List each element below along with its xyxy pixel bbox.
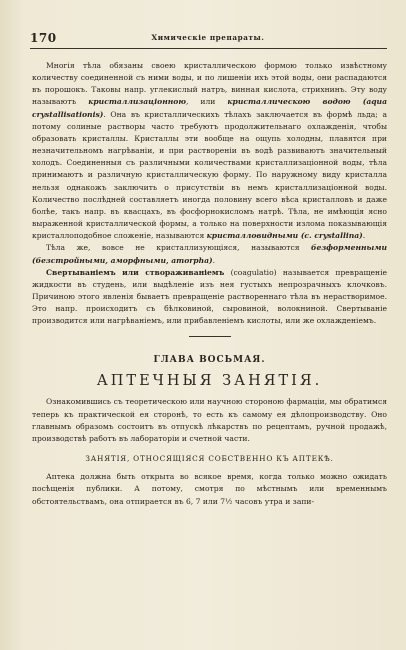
running-title: Химическіе препараты. — [151, 33, 265, 42]
paragraph-crystallization-water: Многія тѣла обязаны своею кристаллическою формою только извѣстному количеству соединенной съ ними воды, и по лишеніи ихъ этой воды, они распадаются въ порошокъ. Таковы напр. углекислый натръ, винная кислота, стрихнинъ. Эту воду называютъ кристаллизаціонною, или кристаллическою водою (aqua crystallisationis). Она въ кристаллическихъ тѣлахъ заключается въ формѣ льда; а потому солиные растворы часто требуютъ продолжительнаго охлажденія, чтобы образовать кристаллы. Кристаллы эти вообще на ощупь холодны, плавятся при незначительномъ нагрѣваніи, и при растворенiи въ водѣ развиваютъ значительный холодъ. Соединенныя съ различными количествами кристаллизаціонной воды, тѣла принимаютъ и различную кристаллическую форму. По наружному виду кристалла нельзя однакожъ заключить о присутствіи въ немъ кристаллизаціонной воды. Количество послѣдней составляетъ иногда половину всего вѣса кристалловъ и даже болѣе, такъ напр. въ квасцахъ, въ фосфорнокисломъ натрѣ. Тѣла, не имѣющія ясно выраженной кристаллической формы, а только на поверхности излома показывающія кристаллоподобное сложеніе, называются кристалловидными (c. crystallina). — [32, 61, 387, 241]
chapter-title: АПТЕЧНЫЯ ЗАНЯТІЯ. — [96, 373, 323, 390]
header-rule — [30, 48, 387, 49]
term-amorphous: безформенными (безстройными, аморфными, amorpha) — [32, 243, 387, 265]
chapter-separator — [189, 336, 231, 337]
term-crystallization: кристаллизаціонною — [88, 97, 186, 107]
chapter-number: ГЛАВА ВОСЬМАЯ. — [153, 355, 266, 366]
section-text: Аптека должна быть открыта во всякое время, когда только можно ожидать посѣщенія публики. А потому, смотря по мѣстнымъ или временнымъ обстоятельствамъ, она отпирается въ 6, 7 или 7½ часовъ утра и запи- — [32, 472, 387, 506]
term-coagulation: Свертываніемъ или створаживаніемъ — [46, 267, 225, 277]
chapter-intro: Ознакомившись съ теоретическою или научною стороною фармаціи, мы обратимся теперь къ практической ея сторонѣ, то есть къ самому ея дѣлопроизводству. Оно главнымъ образомъ состоитъ въ отпускѣ лѣкарствъ по рецептамъ, ручной продажѣ, производствѣ работъ въ лабораторіи и счетной части. — [32, 397, 387, 443]
page-number: 170 — [30, 31, 57, 45]
paragraph-coagulation: Свертываніемъ или створаживаніемъ (coagulatio) называется превращеніе жидкости въ студень, или выдѣленіе изъ нея густыхъ непрозрачныхъ клочковъ. Причиною этого явленія бываетъ превращеніе растворeннаго тѣла въ нерастворимое. Это напр. происходитъ съ бѣлковиной, сыровиной, волокниной. Свертываніе производится или нагрѣваніемъ, или прибавленіемъ кислоты, или же охлажденіемъ. — [32, 267, 388, 326]
term-crystalline: кристалловидными (c. crystallina) — [206, 231, 363, 241]
paragraph-amorphous: Тѣла же, вовсе не кристаллизующіяся, называются безформенными (безстройными, аморфными, amorpha). — [32, 243, 387, 265]
body-text — [32, 60, 387, 508]
section-title: ЗАНЯТІЯ, ОТНОСЯЩІЯСЯ СОБСТВЕННО КЪ АПТЕКѢ. — [85, 454, 334, 464]
page-header — [30, 31, 386, 45]
term-crystal-water: кристаллическою водою (aqua crystallisationis) — [32, 97, 387, 119]
